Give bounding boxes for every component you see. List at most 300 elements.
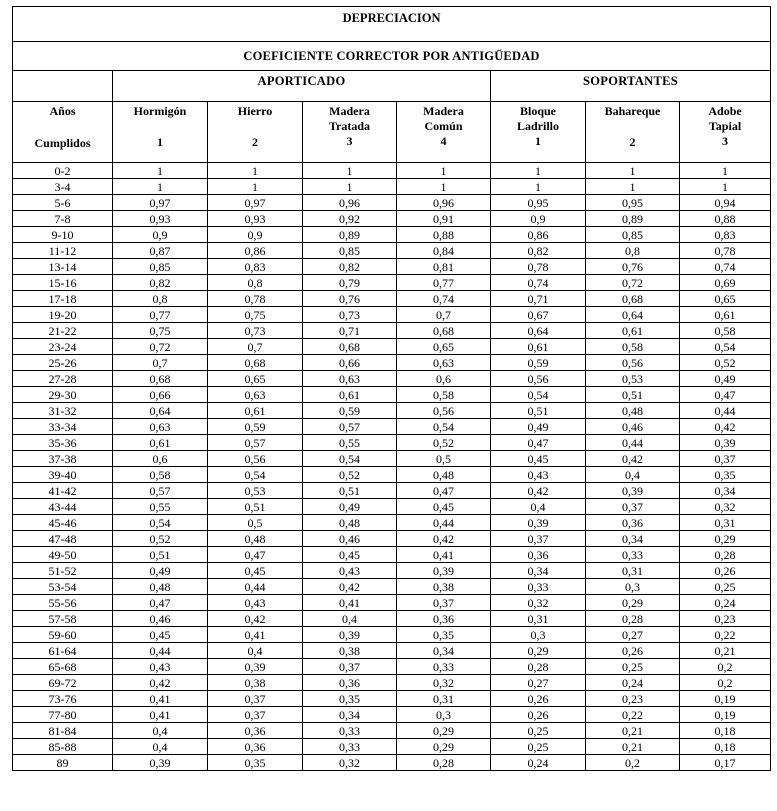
years-cell: 9-10	[13, 227, 113, 243]
years-cell: 25-26	[13, 355, 113, 371]
years-cell: 37-38	[13, 451, 113, 467]
coefficient-cell: 0,58	[397, 387, 491, 403]
coefficient-cell: 0,51	[586, 387, 680, 403]
table-row	[13, 627, 771, 643]
coefficient-cell: 0,28	[397, 755, 491, 771]
coefficient-cell: 1	[113, 163, 208, 179]
coefficient-cell: 0,74	[491, 275, 586, 291]
coefficient-cell: 0,24	[680, 595, 771, 611]
years-cell: 17-18	[13, 291, 113, 307]
coefficient-cell: 0,29	[586, 595, 680, 611]
table-row	[13, 691, 771, 707]
years-cell: 29-30	[13, 387, 113, 403]
coefficient-cell: 0,52	[397, 435, 491, 451]
coefficient-cell: 1	[397, 179, 491, 195]
coefficient-cell: 0,5	[397, 451, 491, 467]
coefficient-cell: 0,64	[113, 403, 208, 419]
coefficient-cell: 0,4	[491, 499, 586, 515]
coefficient-cell: 0,45	[208, 563, 303, 579]
coefficient-cell: 0,61	[113, 435, 208, 451]
years-cell: 15-16	[13, 275, 113, 291]
coefficient-cell: 0,9	[113, 227, 208, 243]
coefficient-cell: 0,86	[491, 227, 586, 243]
table-row	[13, 483, 771, 499]
years-cell: 51-52	[13, 563, 113, 579]
coefficient-cell: 0,42	[491, 483, 586, 499]
table-body	[13, 163, 771, 771]
coefficient-cell: 0,45	[491, 451, 586, 467]
coefficient-cell: 0,56	[586, 355, 680, 371]
coefficient-cell: 0,97	[113, 195, 208, 211]
coefficient-cell: 0,33	[491, 579, 586, 595]
coefficient-cell: 0,88	[680, 211, 771, 227]
coefficient-cell: 0,39	[680, 435, 771, 451]
coefficient-cell: 0,47	[208, 547, 303, 563]
coefficient-cell: 1	[397, 163, 491, 179]
coefficient-cell: 0,35	[680, 467, 771, 483]
coefficient-cell: 0,61	[491, 339, 586, 355]
coefficient-cell: 0,69	[680, 275, 771, 291]
coefficient-cell: 0,52	[113, 531, 208, 547]
years-cell: 27-28	[13, 371, 113, 387]
coefficient-cell: 1	[586, 163, 680, 179]
table-row	[13, 723, 771, 739]
years-cell: 11-12	[13, 243, 113, 259]
coefficient-cell: 0,65	[680, 291, 771, 307]
coefficient-cell: 0,78	[208, 291, 303, 307]
coefficient-cell: 0,24	[586, 675, 680, 691]
coefficient-cell: 0,5	[208, 515, 303, 531]
coefficient-cell: 0,51	[303, 483, 397, 499]
coefficient-cell: 0,37	[208, 691, 303, 707]
years-cell: 3-4	[13, 179, 113, 195]
table-row	[13, 275, 771, 291]
coefficient-cell: 0,42	[397, 531, 491, 547]
coefficient-cell: 1	[113, 179, 208, 195]
coefficient-cell: 0,56	[397, 403, 491, 419]
coefficient-cell: 0,58	[680, 323, 771, 339]
coefficient-cell: 0,34	[680, 483, 771, 499]
table-row	[13, 179, 771, 195]
coefficient-cell: 0,29	[397, 723, 491, 739]
coefficient-cell: 0,42	[680, 419, 771, 435]
coefficient-cell: 0,4	[208, 643, 303, 659]
coefficient-cell: 0,45	[303, 547, 397, 563]
coefficient-cell: 0,49	[680, 371, 771, 387]
column-header-bahareque	[586, 102, 680, 163]
coefficient-cell: 0,59	[208, 419, 303, 435]
coefficient-cell: 1	[491, 179, 586, 195]
coefficient-cell: 0,66	[113, 387, 208, 403]
coefficient-cell: 0,48	[113, 579, 208, 595]
table-row	[13, 195, 771, 211]
coefficient-cell: 0,72	[113, 339, 208, 355]
coefficient-cell: 0,68	[586, 291, 680, 307]
coefficient-cell: 0,4	[113, 723, 208, 739]
coefficient-cell: 0,93	[113, 211, 208, 227]
years-cell: 13-14	[13, 259, 113, 275]
coefficient-cell: 0,48	[586, 403, 680, 419]
years-cell: 47-48	[13, 531, 113, 547]
coefficient-cell: 0,43	[208, 595, 303, 611]
coefficient-cell: 0,75	[208, 307, 303, 323]
table-row	[13, 227, 771, 243]
coefficient-cell: 0,33	[586, 547, 680, 563]
coefficient-cell: 0,55	[303, 435, 397, 451]
coefficient-cell: 0,56	[208, 451, 303, 467]
years-cell: 45-46	[13, 515, 113, 531]
coefficient-cell: 0,65	[208, 371, 303, 387]
coefficient-cell: 0,37	[586, 499, 680, 515]
column-header-hormigon	[113, 102, 208, 163]
column-header-madera-tratada	[303, 102, 397, 163]
coefficient-cell: 0,85	[586, 227, 680, 243]
coefficient-cell: 0,21	[586, 723, 680, 739]
coefficient-cell: 0,94	[680, 195, 771, 211]
coefficient-cell: 0,54	[303, 451, 397, 467]
coefficient-cell: 0,73	[208, 323, 303, 339]
coefficient-cell: 0,57	[113, 483, 208, 499]
coefficient-cell: 0,31	[680, 515, 771, 531]
coefficient-cell: 0,63	[208, 387, 303, 403]
coefficient-cell: 0,7	[208, 339, 303, 355]
coefficient-cell: 0,51	[491, 403, 586, 419]
coefficient-cell: 0,43	[491, 467, 586, 483]
coefficient-cell: 0,53	[208, 483, 303, 499]
coefficient-cell: 0,23	[586, 691, 680, 707]
coefficient-cell: 0,35	[303, 691, 397, 707]
years-cell: 57-58	[13, 611, 113, 627]
table-row	[13, 307, 771, 323]
coefficient-cell: 0,95	[586, 195, 680, 211]
coefficient-cell: 0,55	[113, 499, 208, 515]
coefficient-cell: 0,76	[586, 259, 680, 275]
coefficient-cell: 0,47	[680, 387, 771, 403]
column-name: Hierro	[237, 104, 273, 118]
table-row	[13, 355, 771, 371]
coefficient-cell: 0,37	[303, 659, 397, 675]
coefficient-cell: 0,74	[680, 259, 771, 275]
table-row	[13, 243, 771, 259]
coefficient-cell: 0,48	[208, 531, 303, 547]
coefficient-cell: 0,96	[303, 195, 397, 211]
coefficient-cell: 0,31	[397, 691, 491, 707]
table-row	[13, 467, 771, 483]
coefficient-cell: 0,23	[680, 611, 771, 627]
coefficient-cell: 0,49	[491, 419, 586, 435]
coefficient-cell: 0,89	[303, 227, 397, 243]
years-cell: 49-50	[13, 547, 113, 563]
coefficient-cell: 0,2	[680, 659, 771, 675]
coefficient-cell: 0,88	[397, 227, 491, 243]
coefficient-cell: 0,59	[303, 403, 397, 419]
column-header-years	[13, 102, 113, 163]
years-cell: 73-76	[13, 691, 113, 707]
table-row	[13, 435, 771, 451]
coefficient-cell: 0,81	[397, 259, 491, 275]
coefficient-cell: 0,9	[491, 211, 586, 227]
coefficient-cell: 0,33	[397, 659, 491, 675]
years-cell: 61-64	[13, 643, 113, 659]
coefficient-cell: 0,32	[491, 595, 586, 611]
coefficient-cell: 0,52	[303, 467, 397, 483]
coefficient-cell: 0,57	[208, 435, 303, 451]
coefficient-cell: 0,24	[491, 755, 586, 771]
table-row	[13, 595, 771, 611]
coefficient-cell: 0,61	[208, 403, 303, 419]
coefficient-cell: 0,45	[397, 499, 491, 515]
coefficient-cell: 0,83	[208, 259, 303, 275]
table-row	[13, 371, 771, 387]
coefficient-cell: 0,61	[303, 387, 397, 403]
coefficient-cell: 0,44	[397, 515, 491, 531]
table-row	[13, 515, 771, 531]
coefficient-cell: 0,47	[397, 483, 491, 499]
years-cell: 55-56	[13, 595, 113, 611]
coefficient-cell: 0,37	[208, 707, 303, 723]
years-cell: 0-2	[13, 163, 113, 179]
coefficient-cell: 0,41	[113, 691, 208, 707]
coefficient-cell: 0,46	[586, 419, 680, 435]
coefficient-cell: 0,93	[208, 211, 303, 227]
coefficient-cell: 0,54	[491, 387, 586, 403]
coefficient-cell: 0,68	[397, 323, 491, 339]
coefficient-cell: 0,59	[491, 355, 586, 371]
table-row	[13, 339, 771, 355]
coefficient-cell: 0,34	[586, 531, 680, 547]
coefficient-cell: 0,74	[397, 291, 491, 307]
years-cell: 31-32	[13, 403, 113, 419]
table-row	[13, 291, 771, 307]
coefficient-cell: 0,57	[303, 419, 397, 435]
coefficient-cell: 0,53	[586, 371, 680, 387]
column-name: Adobe Tapial	[708, 104, 742, 133]
coefficient-cell: 0,51	[208, 499, 303, 515]
coefficient-cell: 0,22	[586, 707, 680, 723]
coefficient-cell: 0,41	[113, 707, 208, 723]
coefficient-cell: 0,32	[680, 499, 771, 515]
coefficient-cell: 0,36	[208, 739, 303, 755]
coefficient-cell: 0,72	[586, 275, 680, 291]
table-row	[13, 499, 771, 515]
coefficient-cell: 0,78	[680, 243, 771, 259]
coefficient-cell: 0,8	[113, 291, 208, 307]
coefficient-cell: 0,37	[680, 451, 771, 467]
years-cell: 7-8	[13, 211, 113, 227]
years-cell: 19-20	[13, 307, 113, 323]
coefficient-cell: 0,75	[113, 323, 208, 339]
coefficient-cell: 0,63	[303, 371, 397, 387]
column-header-row	[13, 102, 771, 163]
coefficient-cell: 0,21	[586, 739, 680, 755]
coefficient-cell: 0,97	[208, 195, 303, 211]
coefficient-cell: 0,39	[113, 755, 208, 771]
coefficient-cell: 0,89	[586, 211, 680, 227]
years-cell: 53-54	[13, 579, 113, 595]
coefficient-cell: 0,82	[113, 275, 208, 291]
table-row	[13, 739, 771, 755]
coefficient-cell: 0,96	[397, 195, 491, 211]
coefficient-cell: 0,77	[397, 275, 491, 291]
coefficient-cell: 0,29	[680, 531, 771, 547]
table-row	[13, 451, 771, 467]
years-cell: 21-22	[13, 323, 113, 339]
coefficient-cell: 0,27	[491, 675, 586, 691]
coefficient-cell: 0,95	[491, 195, 586, 211]
coefficient-cell: 0,36	[303, 675, 397, 691]
coefficient-cell: 0,48	[397, 467, 491, 483]
column-number: 1	[157, 135, 163, 149]
column-name: Madera Tratada	[328, 104, 371, 133]
coefficient-cell: 0,44	[586, 435, 680, 451]
years-cell: 41-42	[13, 483, 113, 499]
coefficient-cell: 0,29	[491, 643, 586, 659]
years-cell: 35-36	[13, 435, 113, 451]
table-row	[13, 659, 771, 675]
coefficient-cell: 1	[303, 163, 397, 179]
coefficient-cell: 0,71	[303, 323, 397, 339]
coefficient-cell: 0,54	[397, 419, 491, 435]
coefficient-cell: 0,31	[491, 611, 586, 627]
coefficient-cell: 0,7	[113, 355, 208, 371]
table-row	[13, 259, 771, 275]
coefficient-cell: 0,41	[303, 595, 397, 611]
coefficient-cell: 0,63	[113, 419, 208, 435]
coefficient-cell: 1	[680, 179, 771, 195]
coefficient-cell: 0,42	[208, 611, 303, 627]
coefficient-cell: 0,18	[680, 739, 771, 755]
years-cell: 5-6	[13, 195, 113, 211]
table-row	[13, 579, 771, 595]
coefficient-cell: 0,25	[586, 659, 680, 675]
coefficient-cell: 0,36	[491, 547, 586, 563]
coefficient-cell: 0,78	[491, 259, 586, 275]
coefficient-cell: 0,43	[113, 659, 208, 675]
coefficient-cell: 0,2	[586, 755, 680, 771]
coefficient-cell: 0,27	[586, 627, 680, 643]
coefficient-cell: 0,49	[113, 563, 208, 579]
table-row	[13, 323, 771, 339]
coefficient-cell: 0,37	[491, 531, 586, 547]
coefficient-cell: 0,39	[397, 563, 491, 579]
years-cell: 81-84	[13, 723, 113, 739]
coefficient-cell: 0,25	[680, 579, 771, 595]
coefficient-cell: 0,82	[491, 243, 586, 259]
coefficient-cell: 0,26	[491, 707, 586, 723]
coefficient-cell: 1	[303, 179, 397, 195]
years-cell: 33-34	[13, 419, 113, 435]
column-number: 1	[535, 134, 541, 148]
coefficient-cell: 0,51	[113, 547, 208, 563]
coefficient-cell: 0,28	[491, 659, 586, 675]
table-row	[13, 163, 771, 179]
years-header-line1: Años	[49, 104, 76, 118]
column-header-adobe-tapial	[680, 102, 771, 163]
coefficient-cell: 0,58	[586, 339, 680, 355]
coefficient-cell: 0,33	[303, 723, 397, 739]
coefficient-cell: 0,87	[113, 243, 208, 259]
coefficient-cell: 0,41	[208, 627, 303, 643]
coefficient-cell: 0,38	[303, 643, 397, 659]
column-name: Bloque Ladrillo	[516, 104, 559, 133]
coefficient-cell: 0,63	[397, 355, 491, 371]
coefficient-cell: 0,19	[680, 707, 771, 723]
years-cell: 59-60	[13, 627, 113, 643]
coefficient-cell: 0,9	[208, 227, 303, 243]
coefficient-cell: 0,3	[397, 707, 491, 723]
coefficient-cell: 0,29	[397, 739, 491, 755]
coefficient-cell: 0,41	[397, 547, 491, 563]
coefficient-cell: 0,61	[680, 307, 771, 323]
coefficient-cell: 0,33	[303, 739, 397, 755]
group-header-empty	[13, 71, 113, 102]
coefficient-cell: 0,4	[303, 611, 397, 627]
coefficient-cell: 0,31	[586, 563, 680, 579]
coefficient-cell: 0,43	[303, 563, 397, 579]
coefficient-cell: 0,26	[680, 563, 771, 579]
coefficient-cell: 0,39	[586, 483, 680, 499]
coefficient-cell: 0,46	[113, 611, 208, 627]
column-header-bloque-ladrillo	[491, 102, 586, 163]
years-cell: 43-44	[13, 499, 113, 515]
coefficient-cell: 0,64	[491, 323, 586, 339]
column-number: 4	[440, 134, 447, 148]
coefficient-cell: 0,52	[680, 355, 771, 371]
coefficient-cell: 0,54	[113, 515, 208, 531]
coefficient-cell: 0,64	[586, 307, 680, 323]
coefficient-cell: 0,73	[303, 307, 397, 323]
coefficient-cell: 0,39	[491, 515, 586, 531]
years-cell: 39-40	[13, 467, 113, 483]
coefficient-cell: 0,37	[397, 595, 491, 611]
coefficient-cell: 0,8	[586, 243, 680, 259]
coefficient-cell: 1	[208, 163, 303, 179]
coefficient-cell: 1	[680, 163, 771, 179]
coefficient-cell: 0,47	[491, 435, 586, 451]
coefficient-cell: 0,4	[586, 467, 680, 483]
coefficient-cell: 0,42	[113, 675, 208, 691]
coefficient-cell: 0,54	[208, 467, 303, 483]
years-cell: 77-80	[13, 707, 113, 723]
coefficient-cell: 0,44	[680, 403, 771, 419]
coefficient-cell: 1	[491, 163, 586, 179]
table-row	[13, 531, 771, 547]
coefficient-cell: 0,7	[397, 307, 491, 323]
table-row	[13, 419, 771, 435]
column-name: Bahareque	[604, 104, 661, 118]
coefficient-cell: 0,82	[303, 259, 397, 275]
table-row	[13, 675, 771, 691]
coefficient-cell: 0,48	[303, 515, 397, 531]
coefficient-cell: 0,58	[113, 467, 208, 483]
coefficient-cell: 0,91	[397, 211, 491, 227]
coefficient-cell: 0,67	[491, 307, 586, 323]
coefficient-cell: 0,8	[208, 275, 303, 291]
coefficient-cell: 0,25	[491, 739, 586, 755]
years-cell: 85-88	[13, 739, 113, 755]
table-title: DEPRECIACION	[13, 7, 771, 42]
coefficient-cell: 0,46	[303, 531, 397, 547]
coefficient-cell: 0,66	[303, 355, 397, 371]
coefficient-cell: 0,76	[303, 291, 397, 307]
coefficient-cell: 0,34	[397, 643, 491, 659]
coefficient-cell: 0,36	[208, 723, 303, 739]
coefficient-cell: 0,79	[303, 275, 397, 291]
coefficient-cell: 0,4	[113, 739, 208, 755]
table-row	[13, 755, 771, 771]
coefficient-cell: 0,47	[113, 595, 208, 611]
coefficient-cell: 0,77	[113, 307, 208, 323]
